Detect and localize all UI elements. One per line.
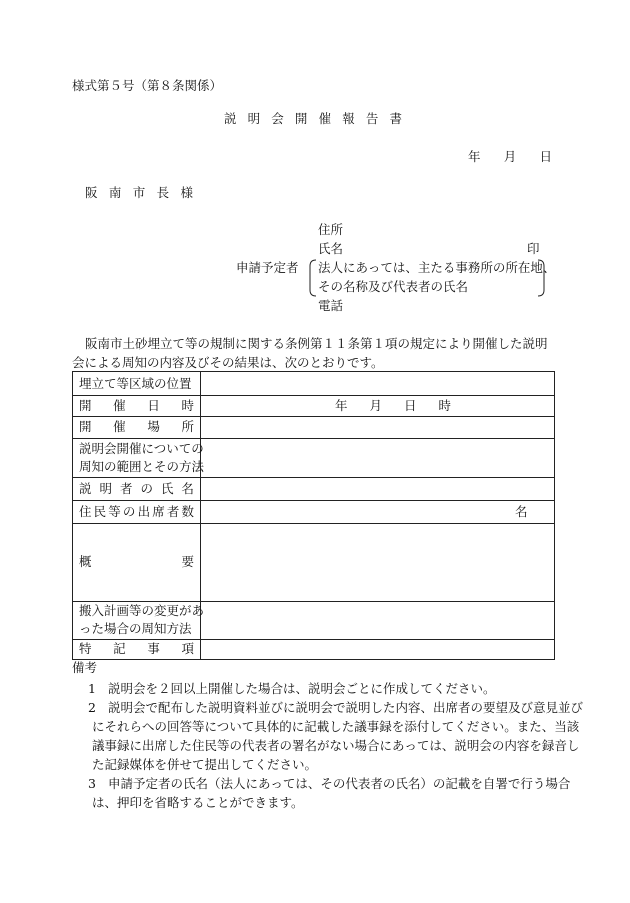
title-char: 会 <box>271 111 284 126</box>
label-char: 席 <box>152 504 165 519</box>
table-row <box>73 523 554 602</box>
addressee-char: 市 <box>132 185 146 200</box>
addressee-char: 南 <box>108 185 122 200</box>
datetime-value-template <box>335 400 451 413</box>
label-char: 催 <box>113 419 126 434</box>
row-label-summary <box>79 556 194 569</box>
address-label: 住所 <box>318 222 344 237</box>
label-char: 開 <box>79 398 92 413</box>
label-char: 数 <box>181 504 194 519</box>
label-char: の <box>122 504 136 519</box>
label-char: 場 <box>147 419 160 434</box>
title-char: 書 <box>389 111 402 126</box>
row-label-explainer <box>79 483 194 496</box>
date-day: 日 <box>403 398 417 413</box>
note-line: は、押印を省略することができます。 <box>92 795 304 810</box>
addressee-char: 阪 <box>85 185 98 200</box>
note-line: 説明会で配布した説明資料並びに説明会で説明した内容、出席者の要望及び意見並び <box>108 700 584 715</box>
note-line: 申請予定者の氏名（法人にあっては、その代表者の氏名）の記載を自署で行う場合 <box>108 776 571 791</box>
date-line <box>468 151 552 164</box>
label-char: 日 <box>147 398 160 413</box>
label-char: 記 <box>113 641 126 656</box>
table-row <box>73 639 554 660</box>
addressee-char: 様 <box>180 185 193 200</box>
row-label-plan-change-2: った場合の周知方法 <box>79 621 192 636</box>
corporation-note-line-2: その名称及び代表者の氏名 <box>318 279 469 294</box>
table-row <box>73 416 554 439</box>
right-brace-icon <box>536 259 546 297</box>
table-row <box>73 601 554 640</box>
addressee-char: 長 <box>156 185 170 200</box>
note-number: 2 <box>88 700 96 715</box>
date-month: 月 <box>503 149 517 164</box>
table-row <box>73 477 554 501</box>
label-char: 開 <box>79 419 92 434</box>
row-label-plan-change-1: 搬入計画等の変更があ <box>79 603 205 618</box>
title-char: 明 <box>247 111 261 126</box>
label-char: 等 <box>108 504 121 519</box>
label-char: 名 <box>181 481 194 496</box>
applicant-label: 申請予定者 <box>236 260 299 275</box>
date-month: 月 <box>369 398 382 413</box>
label-char: 説 <box>79 481 92 496</box>
row-label-attendees <box>79 506 194 519</box>
table-row <box>73 395 554 417</box>
date-year: 年 <box>468 149 481 164</box>
row-label-notice-scope-2: 周知の範囲とその方法 <box>79 459 205 474</box>
title-char: 告 <box>365 111 379 126</box>
name-label: 氏名 <box>318 241 344 256</box>
row-label-venue <box>79 421 194 434</box>
label-char: 事 <box>147 641 160 656</box>
label-char: 氏 <box>160 481 174 496</box>
label-char: 催 <box>113 398 126 413</box>
label-char: 住 <box>79 504 92 519</box>
row-label-notice-scope-1: 説明会開催についての <box>79 441 204 456</box>
document-title <box>224 113 402 126</box>
report-table <box>72 371 555 660</box>
note-line: にそれらへの回答等について具体的に記載した議事録を添付してください。また、当該 <box>92 719 580 734</box>
note-line: た記録媒体を併せて提出してください。 <box>92 757 318 772</box>
note-number: 1 <box>88 681 96 696</box>
seal-mark: 印 <box>527 241 540 256</box>
label-char: 所 <box>181 419 194 434</box>
note-line: 説明会を２回以上開催した場合は、説明会ごとに作成してください。 <box>108 681 496 696</box>
title-char: 報 <box>342 111 355 126</box>
notes-heading: 備考 <box>72 660 98 675</box>
label-char: 要 <box>181 554 194 569</box>
label-char: 時 <box>181 398 194 413</box>
title-char: 開 <box>294 111 308 126</box>
attendee-unit: 名 <box>515 504 528 519</box>
label-char: 項 <box>181 641 194 656</box>
label-char: の <box>140 481 153 496</box>
title-char: 説 <box>224 111 237 126</box>
label-char: 者 <box>119 481 133 496</box>
label-char: 民 <box>93 504 107 519</box>
label-char: 明 <box>99 481 112 496</box>
phone-label: 電話 <box>318 298 344 313</box>
table-row <box>73 500 554 524</box>
date-year: 年 <box>335 398 348 413</box>
row-label-location: 埋立て等区域の位置 <box>79 376 192 391</box>
row-label-datetime <box>79 400 194 413</box>
table-row <box>73 372 554 396</box>
label-char: 特 <box>79 641 92 656</box>
note-number: 3 <box>88 776 96 791</box>
intro-text: 阪南市土砂埋立て等の規制に関する条例第１１条第１項の規定により開催した説明会による周知の内容及びその結果は、次のとおりです。 <box>72 336 548 370</box>
label-char: 概 <box>79 554 92 569</box>
table-row <box>73 438 554 478</box>
row-label-remarks <box>79 643 194 656</box>
date-day: 日 <box>539 149 552 164</box>
addressee <box>85 187 193 200</box>
date-hour: 時 <box>438 398 451 413</box>
label-char: 者 <box>166 504 180 519</box>
form-number: 様式第５号（第８条関係） <box>72 78 223 93</box>
left-brace-icon <box>308 259 318 297</box>
note-line: 議事録に出席した住民等の代表者の署名がない場合にあっては、説明会の内容を録音し <box>92 738 580 753</box>
title-char: 催 <box>318 111 332 126</box>
label-char: 出 <box>137 504 151 519</box>
corporation-note-line-1: 法人にあっては、主たる事務所の所在地、 <box>318 260 556 275</box>
